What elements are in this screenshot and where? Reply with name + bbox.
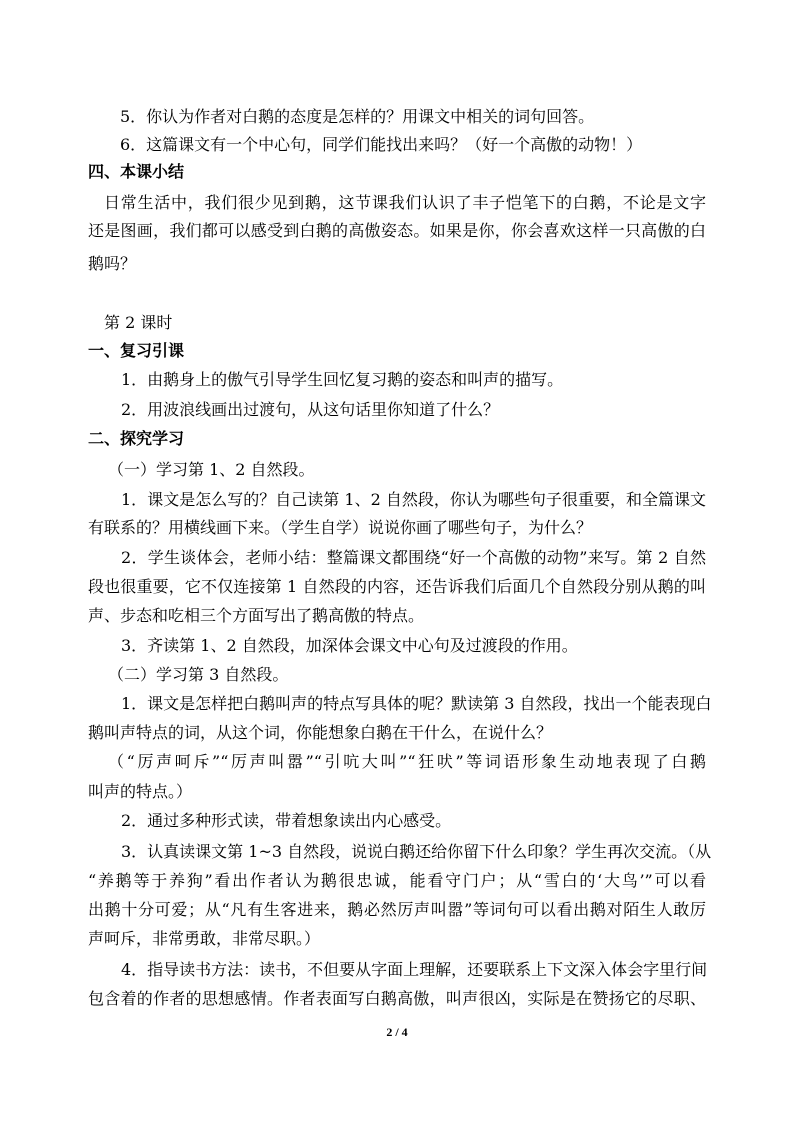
explore-item-2-line: 声、步态和吃相三个方面写出了鹅高傲的特点。 xyxy=(88,606,425,625)
part2-item-1-line: 叫声的特点。） xyxy=(88,782,193,801)
subsection-heading-2: （二）学习第 3 自然段。 xyxy=(108,665,289,684)
summary-paragraph-line: 还是图画，我们都可以感受到白鹅的高傲姿态。如果是你，你会喜欢这样一只高傲的白 xyxy=(88,221,706,240)
explore-item-1-line: 有联系的？用横线画下来。（学生自学）说说你画了哪些句子，为什么？ xyxy=(88,518,593,537)
subsection-heading-1: （一）学习第 1、2 自然段。 xyxy=(108,460,315,479)
part2-item-3-line: 3．认真读课文第 1~3 自然段，说说白鹅还给你留下什么印象？学生再次交流。（从 xyxy=(121,842,712,861)
section-heading-explore: 二、探究学习 xyxy=(88,429,185,448)
part2-item-3-line: “养鹅等于养狗”看出作者认为鹅很忠诚，能看守门户；从“雪白的‘大鸟’”可以看 xyxy=(88,871,706,890)
summary-paragraph-line: 鹅吗？ xyxy=(88,254,137,273)
question-6: 6．这篇课文有一个中心句，同学们能找出来吗？（好一个高傲的动物！） xyxy=(120,135,643,154)
section-heading-review: 一、复习引课 xyxy=(88,341,185,360)
part2-item-4-line: 包含着的作者的思想感情。作者表面写白鹅高傲，叫声很凶，实际是在赞扬它的尽职、 xyxy=(88,989,706,1008)
review-item-2: 2．用波浪线画出过渡句，从这句话里你知道了什么？ xyxy=(121,400,500,419)
review-item-1: 1．由鹅身上的傲气引导学生回忆复习鹅的姿态和叫声的描写。 xyxy=(121,370,564,389)
question-5: 5．你认为作者对白鹅的态度是怎样的？用课文中相关的词句回答。 xyxy=(120,107,595,126)
explore-item-1-line: 1．课文是怎么写的？自己读第 1、2 自然段，你认为哪些句子很重要，和全篇课文 xyxy=(121,490,706,509)
part2-item-2: 2．通过多种形式读，带着想象读出内心感受。 xyxy=(121,811,452,830)
part2-item-1-line: 鹅叫声特点的词，从这个词，你能想象白鹅在干什么，在说什么？ xyxy=(88,723,553,742)
lesson-subtitle: 第 2 课时 xyxy=(104,313,173,332)
part2-item-1-line: （“厉声呵斥”“厉声叫嚣”“引吭大叫”“狂吠”等词语形象生动地表现了白鹅 xyxy=(108,752,706,771)
section-heading-summary: 四、本课小结 xyxy=(88,162,185,181)
part2-item-3-line: 声呵斥，非常勇敢，非常尽职。） xyxy=(88,929,321,948)
explore-item-3: 3．齐读第 1、2 自然段，加深体会课文中心句及过渡段的作用。 xyxy=(121,636,578,655)
explore-item-2-line: 段也很重要，它不仅连接第 1 自然段的内容，还告诉我们后面几个自然段分别从鹅的叫 xyxy=(88,577,706,596)
summary-paragraph-line: 日常生活中，我们很少见到鹅，这节课我们认识了丰子恺笔下的白鹅，不论是文字 xyxy=(104,193,706,212)
part2-item-3-line: 出鹅十分可爱；从“凡有生客进来，鹅必然厉声叫嚣”等词句可以看出鹅对陌生人敢厉 xyxy=(88,900,706,919)
explore-item-2-line: 2．学生谈体会，老师小结：整篇课文都围绕“好一个高傲的动物”来写。第 2 自然 xyxy=(121,548,706,567)
part2-item-4-line: 4．指导读书方法：读书，不但要从字面上理解，还要联系上下文深入体会字里行间 xyxy=(121,960,708,979)
part2-item-1-line: 1．课文是怎样把白鹅叫声的特点写具体的呢？默读第 3 自然段，找出一个能表现白 xyxy=(121,694,712,713)
page-number: 2 / 4 xyxy=(386,1025,408,1039)
